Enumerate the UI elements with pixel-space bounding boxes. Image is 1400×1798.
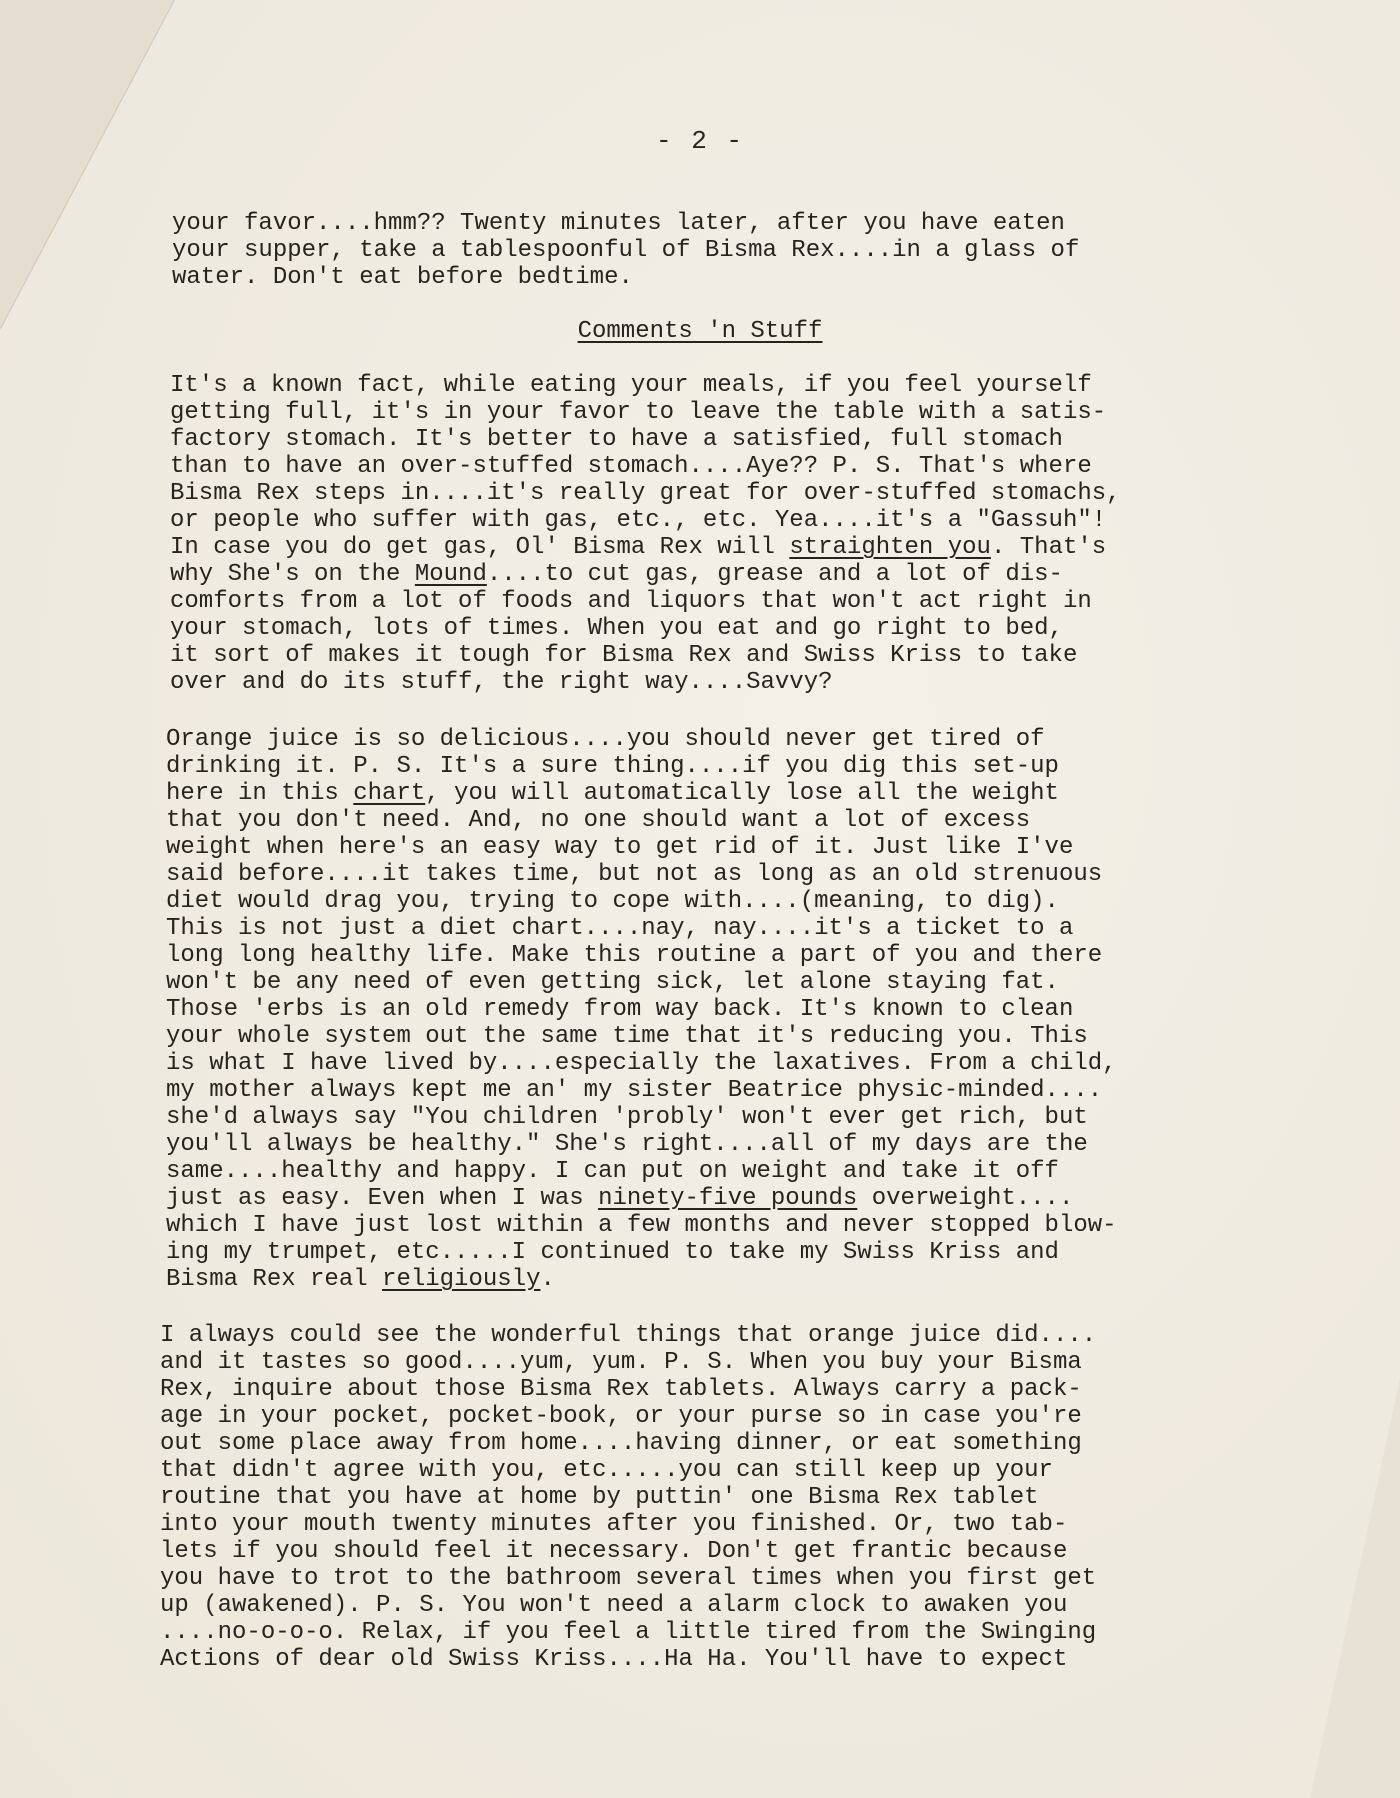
text-line: you have to trot to the bathroom several times when you first get [160, 1565, 1097, 1592]
text-line: that you don't need. And, no one should want a lot of excess [166, 807, 1031, 834]
line-fragment: , you will automatically lose all the weight [425, 780, 1059, 807]
text-line: ....no-o-o-o. Relax, if you feel a little tired from the Swinging [160, 1619, 1097, 1646]
text-line: your favor....hmm?? Twenty minutes later, after you have eaten [172, 210, 1065, 237]
text-line [166, 1185, 1117, 1212]
text-line: It's a known fact, while eating your meals, if you feel yourself [170, 372, 1092, 399]
text-line: and it tastes so good....yum, yum. P. S. When you buy your Bisma [160, 1349, 1082, 1376]
line-fragment: . [540, 1266, 555, 1293]
text-line: Rex, inquire about those Bisma Rex tablets. Always carry a pack- [160, 1376, 1082, 1403]
text-line: that didn't agree with you, etc.....you can still keep up your [160, 1457, 1053, 1484]
text-line: I always could see the wonderful things that orange juice did.... [160, 1322, 1097, 1349]
text-line: said before....it takes time, but not as long as an old strenuous [166, 861, 1103, 888]
text-line: getting full, it's in your favor to leave the table with a satis- [170, 399, 1107, 426]
text-line: my mother always kept me an' my sister Beatrice physic-minded.... [166, 1077, 1103, 1104]
text-line: Bisma Rex steps in....it's really great for over-stuffed stomachs, [170, 480, 1121, 507]
section-heading-text: Comments 'n Stuff [577, 318, 823, 345]
line-fragment: overweight.... [857, 1185, 1074, 1212]
text-line: than to have an over-stuffed stomach....Aye?? P. S. That's where [170, 453, 1092, 480]
text-line: out some place away from home....having dinner, or eat something [160, 1430, 1082, 1457]
text-line: your stomach, lots of times. When you eat and go right to bed, [170, 615, 1063, 642]
underlined-phrase: Mound [414, 561, 487, 588]
underlined-phrase: straighten you [789, 534, 991, 561]
text-line: long long healthy life. Make this routine a part of you and there [166, 942, 1103, 969]
text-line: weight when here's an easy way to get rid of it. Just like I've [166, 834, 1074, 861]
text-line: ing my trumpet, etc.....I continued to take my Swiss Kriss and [166, 1239, 1059, 1266]
text-line [170, 561, 1121, 588]
text-line: same....healthy and happy. I can put on weight and take it off [166, 1158, 1059, 1185]
text-line: diet would drag you, trying to cope with....(meaning, to dig). [166, 888, 1059, 915]
text-line: This is not just a diet chart....nay, nay....it's a ticket to a [166, 915, 1074, 942]
text-line: Actions of dear old Swiss Kriss....Ha Ha. You'll have to expect [160, 1646, 1068, 1673]
line-fragment: . That's [990, 534, 1107, 561]
text-line: she'd always say "You children 'probly' won't ever get rich, but [166, 1104, 1088, 1131]
line-fragment: In case you do get gas, Ol' Bisma Rex will [170, 534, 790, 561]
underlined-phrase: ninety-five pounds [598, 1185, 858, 1212]
text-line: which I have just lost within a few months and never stopped blow- [166, 1212, 1117, 1239]
text-line: is what I have lived by....especially the laxatives. From a child, [166, 1050, 1117, 1077]
underlined-phrase: chart [353, 780, 426, 807]
paragraph-2 [166, 726, 1117, 1293]
line-fragment: Bisma Rex real [166, 1266, 383, 1293]
text-line: age in your pocket, pocket-book, or your purse so in case you're [160, 1403, 1082, 1430]
text-line: water. Don't eat before bedtime. [172, 264, 633, 291]
line-fragment: why She's on the [170, 561, 415, 588]
text-line [166, 1266, 1117, 1293]
line-fragment: here in this [166, 780, 354, 807]
text-line [166, 780, 1117, 807]
text-line: you'll always be healthy." She's right....all of my days are the [166, 1131, 1088, 1158]
text-line: your supper, take a tablespoonful of Bisma Rex....in a glass of [172, 237, 1080, 264]
text-line: routine that you have at home by puttin' one Bisma Rex tablet [160, 1484, 1039, 1511]
paragraph-1 [170, 372, 1121, 696]
text-line: factory stomach. It's better to have a satisfied, full stomach [170, 426, 1063, 453]
text-line: your whole system out the same time that it's reducing you. This [166, 1023, 1088, 1050]
text-line [170, 534, 1121, 561]
text-line: drinking it. P. S. It's a sure thing....if you dig this set-up [166, 753, 1059, 780]
text-line: Orange juice is so delicious....you should never get tired of [166, 726, 1045, 753]
text-line: over and do its stuff, the right way....Savvy? [170, 669, 833, 696]
underlined-phrase: religiously [382, 1266, 541, 1293]
line-fragment: just as easy. Even when I was [166, 1185, 599, 1212]
page-number: - 2 - [655, 126, 744, 156]
text-line: or people who suffer with gas, etc., etc. Yea....it's a "Gassuh"! [170, 507, 1107, 534]
paragraph-intro [172, 210, 1079, 291]
curled-corner [1310, 1378, 1400, 1798]
line-fragment: ....to cut gas, grease and a lot of dis- [486, 561, 1063, 588]
text-line: comforts from a lot of foods and liquors that won't act right in [170, 588, 1092, 615]
paragraph-3 [160, 1322, 1096, 1673]
text-line: it sort of makes it tough for Bisma Rex and Swiss Kriss to take [170, 642, 1078, 669]
text-line: up (awakened). P. S. You won't need a alarm clock to awaken you [160, 1592, 1068, 1619]
text-line: lets if you should feel it necessary. Don't get frantic because [160, 1538, 1068, 1565]
text-line: Those 'erbs is an old remedy from way back. It's known to clean [166, 996, 1074, 1023]
section-heading [0, 318, 1400, 345]
text-line: won't be any need of even getting sick, let alone staying fat. [166, 969, 1059, 996]
text-line: into your mouth twenty minutes after you finished. Or, two tab- [160, 1511, 1068, 1538]
